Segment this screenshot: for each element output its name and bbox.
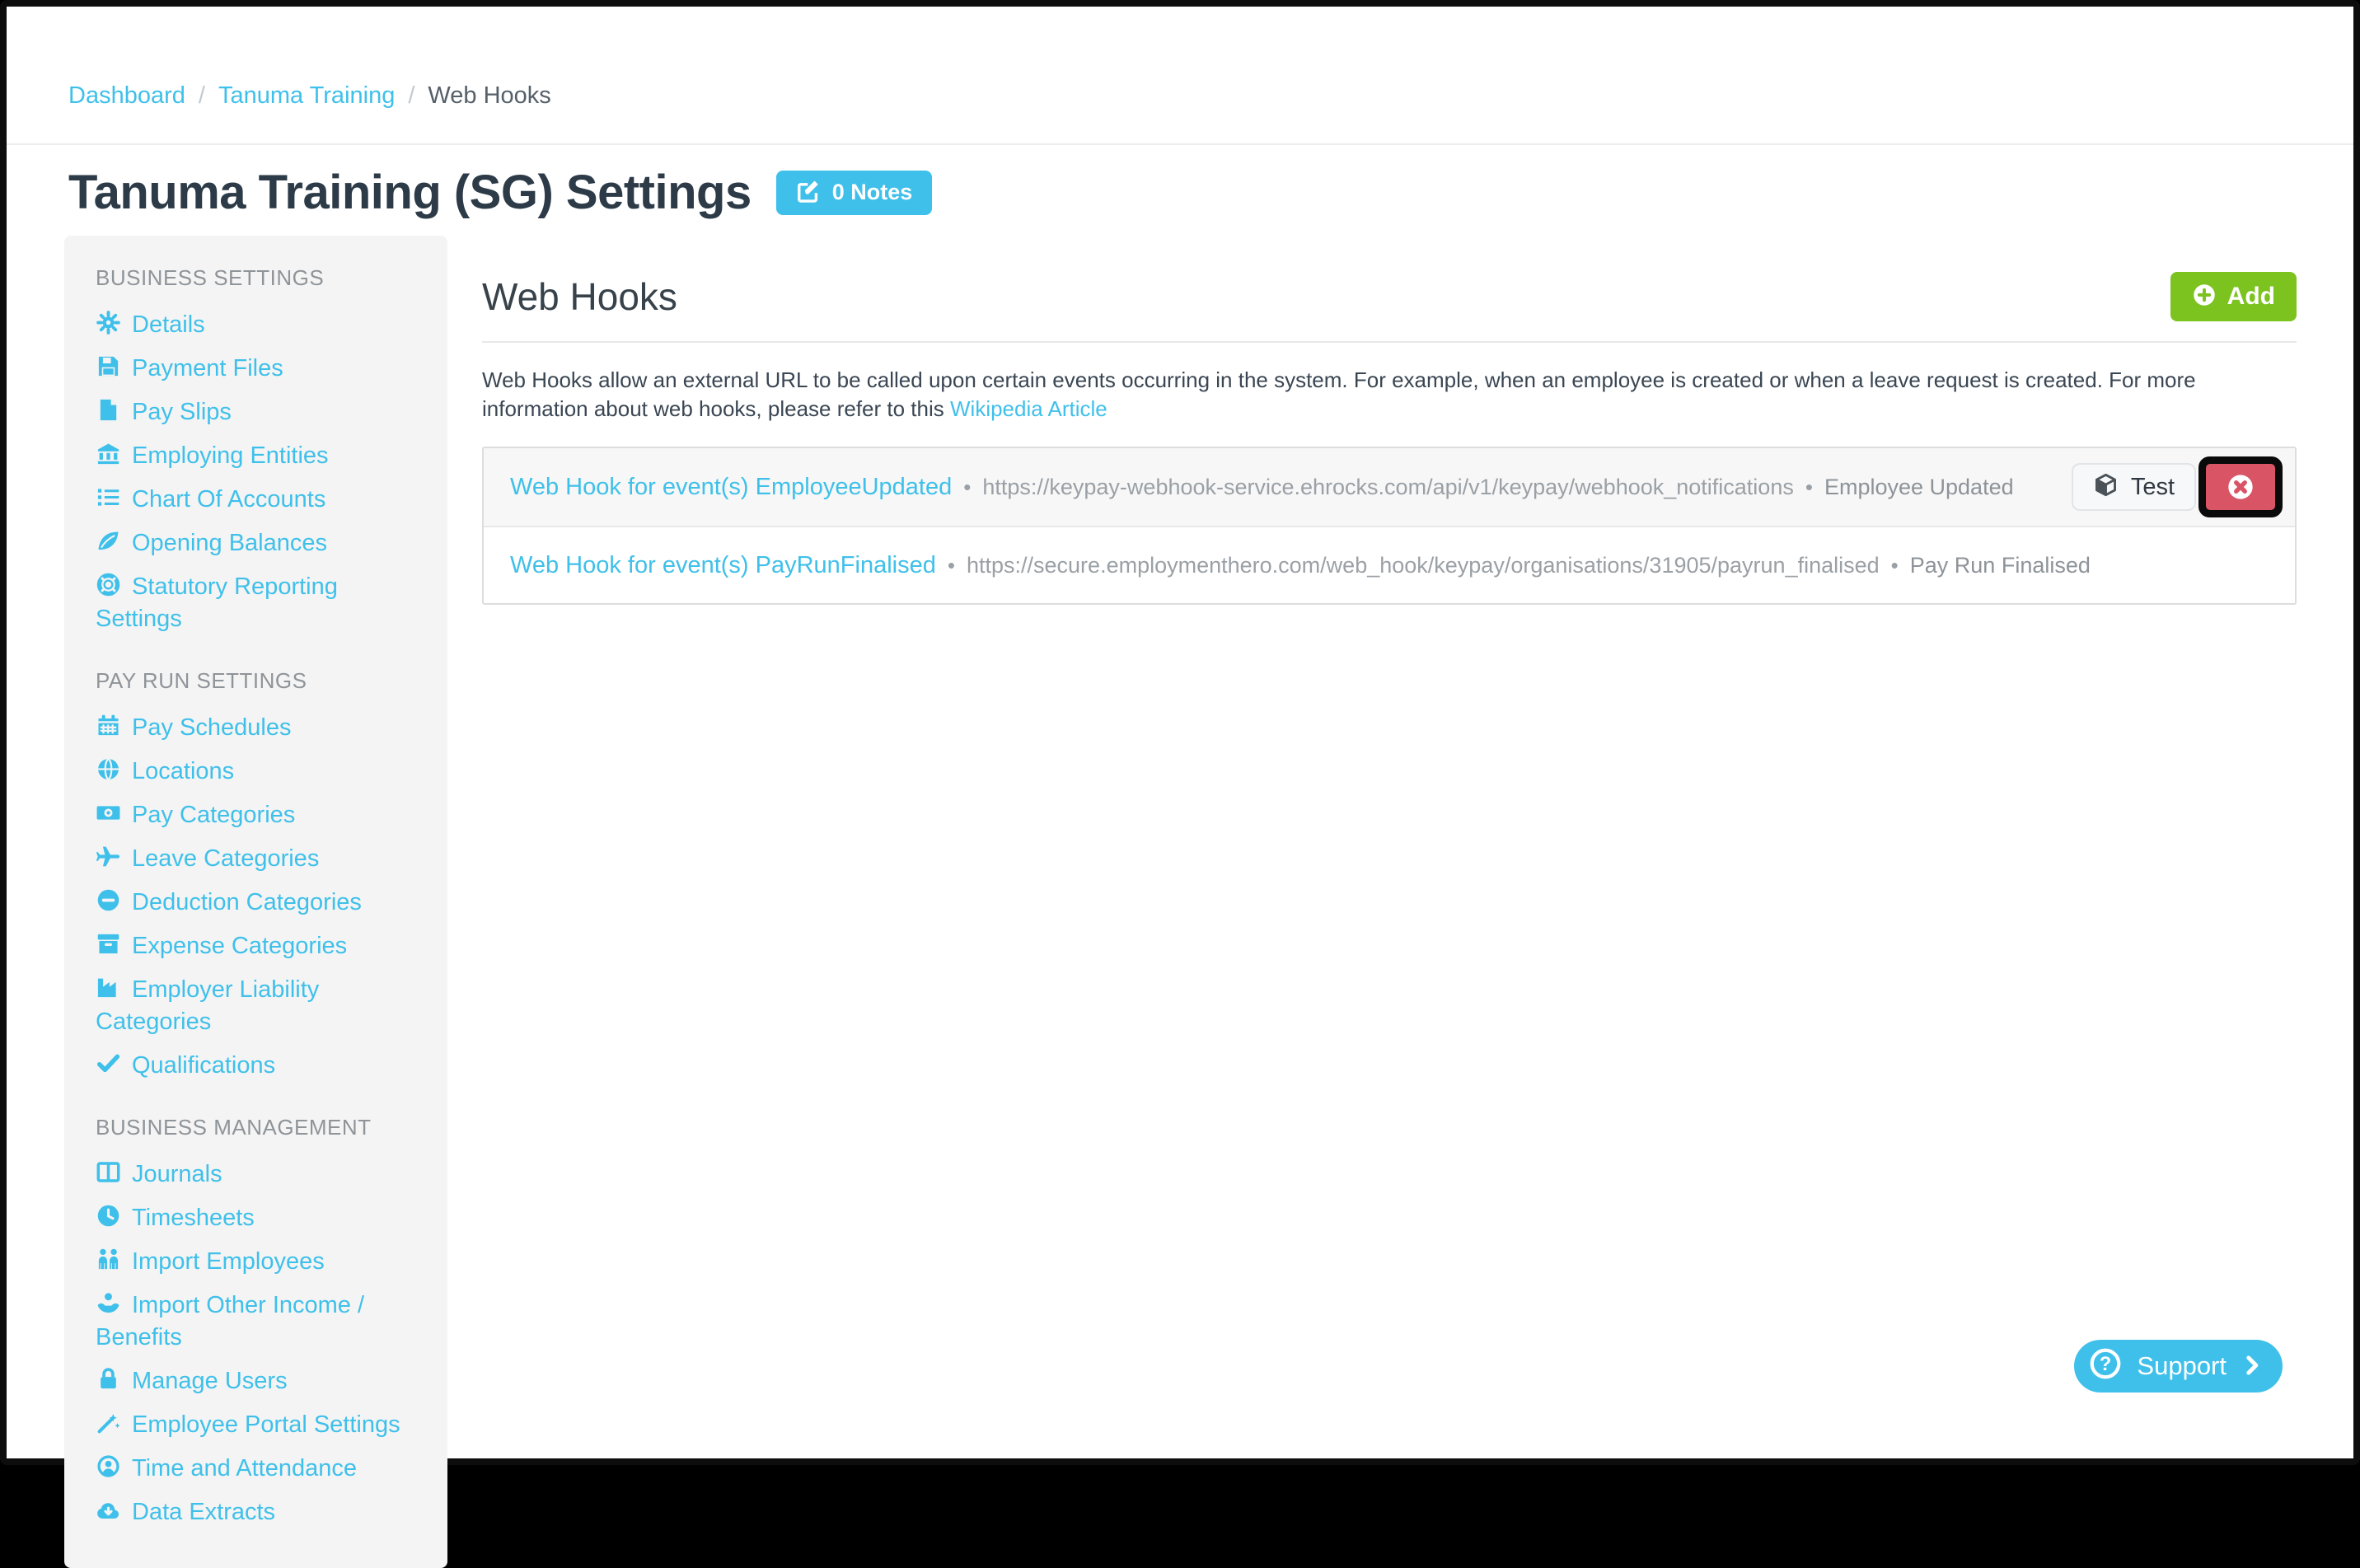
sidebar-item-label: Deduction Categories <box>132 889 362 915</box>
sidebar-item-label: Employer Liability Categories <box>96 976 320 1035</box>
sidebar-item-pay-categories[interactable] <box>96 793 424 836</box>
bullet-separator: • <box>963 474 972 499</box>
wikipedia-article-link[interactable]: Wikipedia Article <box>950 396 1107 421</box>
sidebar-item-employing-entities[interactable] <box>96 433 424 477</box>
life-ring-icon <box>96 569 132 601</box>
sidebar-item-label: Expense Categories <box>132 933 348 959</box>
sidebar-item-pay-slips[interactable] <box>96 390 424 433</box>
webhook-event-name: Employee Updated <box>1824 474 2014 499</box>
sidebar-item-label: Time and Attendance <box>132 1455 357 1481</box>
leaf-icon <box>96 526 132 558</box>
breadcrumb-item-dashboard[interactable]: Dashboard <box>68 82 185 109</box>
wand-icon <box>96 1407 132 1439</box>
main-content <box>482 236 2297 605</box>
content-columns <box>64 236 2297 1568</box>
notes-button[interactable] <box>776 171 933 215</box>
sidebar-item-label: Pay Categories <box>132 802 296 828</box>
sidebar-item-timesheets[interactable] <box>96 1196 424 1239</box>
lock-icon <box>96 1364 132 1396</box>
notes-button-label: 0 Notes <box>831 180 913 204</box>
sidebar-item-data-extracts[interactable] <box>96 1490 424 1533</box>
columns-icon <box>96 1157 132 1189</box>
sidebar <box>64 236 447 1568</box>
sidebar-section-title: BUSINESS SETTINGS <box>96 265 325 290</box>
test-button-label: Test <box>2130 473 2175 500</box>
sidebar-item-label: Import Employees <box>132 1248 325 1275</box>
page-title: Tanuma Training (SG) Settings <box>68 166 752 219</box>
webhook-row <box>484 526 2295 603</box>
bank-icon <box>96 438 132 470</box>
money-icon <box>96 798 132 830</box>
sidebar-item-label: Leave Categories <box>132 845 320 872</box>
webhook-actions <box>2055 463 2275 511</box>
sidebar-item-employee-portal-settings[interactable] <box>96 1402 424 1446</box>
webhook-row <box>484 448 2295 526</box>
file-icon <box>96 395 132 427</box>
bullet-separator: • <box>947 552 955 578</box>
support-button-label: Support <box>2137 1351 2227 1380</box>
sidebar-item-label: Details <box>132 311 205 338</box>
description-text: Web Hooks allow an external URL to be called upon certain events occurring in the system. For example, when an employee is created or when a leave request is created. For more information about web hooks, please refer to this <box>482 367 2196 421</box>
page-title-row <box>68 165 932 220</box>
bullet-separator: • <box>1805 474 1813 499</box>
webhook-name-link[interactable]: Web Hook for event(s) PayRunFinalised <box>510 551 936 578</box>
sidebar-item-label: Timesheets <box>132 1205 255 1231</box>
sidebar-item-import-employees[interactable] <box>96 1239 424 1283</box>
sidebar-item-expense-categories[interactable] <box>96 924 424 967</box>
edit-note-icon <box>796 179 821 206</box>
sidebar-item-chart-of-accounts[interactable] <box>96 477 424 521</box>
cube-icon <box>2093 472 2119 501</box>
times-circle-icon <box>2227 473 2255 501</box>
sidebar-item-label: Pay Schedules <box>132 714 292 741</box>
sidebar-section-title: PAY RUN SETTINGS <box>96 668 307 693</box>
save-icon <box>96 351 132 383</box>
test-webhook-button[interactable] <box>2072 463 2196 511</box>
sidebar-item-label: Manage Users <box>132 1368 288 1394</box>
sidebar-item-payment-files[interactable] <box>96 346 424 390</box>
sidebar-item-label: Statutory Reporting Settings <box>96 573 338 632</box>
sidebar-section-title: BUSINESS MANAGEMENT <box>96 1115 372 1140</box>
globe-icon <box>96 754 132 786</box>
sidebar-item-pay-schedules[interactable] <box>96 705 424 749</box>
breadcrumb <box>68 82 551 110</box>
add-webhook-button[interactable] <box>2170 272 2297 321</box>
bullet-separator: • <box>1890 552 1899 578</box>
sidebar-item-employer-liability-categories[interactable] <box>96 967 424 1043</box>
chevron-right-icon <box>2241 1354 2263 1379</box>
sidebar-item-locations[interactable] <box>96 749 424 793</box>
sidebar-item-label: Data Extracts <box>132 1499 276 1525</box>
archive-icon <box>96 929 132 961</box>
cloud-download-icon <box>96 1495 132 1527</box>
webhook-url: https://secure.employmenthero.com/web_hook/keypay/organisations/31905/payrun_finalised <box>966 552 1880 578</box>
sidebar-item-label: Opening Balances <box>132 530 327 556</box>
section-divider <box>482 341 2297 343</box>
section-title: Web Hooks <box>482 275 677 318</box>
sidebar-item-deduction-categories[interactable] <box>96 880 424 924</box>
question-circle-icon <box>2089 1347 2122 1384</box>
sidebar-item-label: Locations <box>132 758 235 784</box>
sidebar-item-label: Employing Entities <box>132 442 329 469</box>
sidebar-item-opening-balances[interactable] <box>96 521 424 564</box>
people-icon <box>96 1244 132 1276</box>
main-header <box>482 272 2297 321</box>
delete-webhook-button[interactable] <box>2206 464 2275 510</box>
sidebar-item-details[interactable] <box>96 302 424 346</box>
webhook-list <box>482 447 2297 605</box>
sidebar-item-label: Pay Slips <box>132 399 232 425</box>
sidebar-item-import-other-income-benefits[interactable] <box>96 1283 424 1359</box>
sidebar-section-business-management <box>96 1115 424 1533</box>
sidebar-item-leave-categories[interactable] <box>96 836 424 880</box>
breadcrumb-item-tanuma-training[interactable]: Tanuma Training <box>218 82 396 109</box>
webhook-url: https://keypay-webhook-service.ehrocks.com/api/v1/keypay/webhook_notifications <box>982 474 1794 499</box>
sidebar-item-label: Payment Files <box>132 355 283 381</box>
sidebar-item-manage-users[interactable] <box>96 1359 424 1402</box>
sidebar-item-time-and-attendance[interactable] <box>96 1446 424 1490</box>
minus-circle-icon <box>96 885 132 917</box>
sidebar-item-label: Import Other Income / Benefits <box>96 1292 365 1350</box>
support-button[interactable] <box>2074 1340 2283 1392</box>
sidebar-item-label: Qualifications <box>132 1052 276 1079</box>
hands-person-icon <box>96 1288 132 1320</box>
sidebar-section-pay-run-settings <box>96 668 424 1087</box>
webhooks-description <box>482 366 2297 424</box>
industry-chart-icon <box>96 972 132 1004</box>
gear-icon <box>96 307 132 339</box>
plane-icon <box>96 841 132 873</box>
sidebar-item-label: Chart Of Accounts <box>132 486 326 513</box>
breadcrumb-separator: / <box>408 82 415 109</box>
svg-text:?: ? <box>2100 1353 2112 1376</box>
sidebar-item-journals[interactable] <box>96 1152 424 1196</box>
sidebar-item-statutory-reporting-settings[interactable] <box>96 564 424 640</box>
check-icon <box>96 1048 132 1080</box>
clock-icon <box>96 1201 132 1233</box>
sidebar-item-label: Journals <box>132 1161 222 1187</box>
webhook-summary <box>510 552 2091 579</box>
breadcrumb-separator: / <box>198 82 205 109</box>
webhook-name-link[interactable]: Web Hook for event(s) EmployeeUpdated <box>510 473 953 500</box>
sidebar-item-qualifications[interactable] <box>96 1043 424 1087</box>
header-divider <box>7 143 2353 145</box>
user-clock-icon <box>96 1451 132 1483</box>
calendar-icon <box>96 710 132 742</box>
sidebar-section-business-settings <box>96 265 424 640</box>
sidebar-item-label: Employee Portal Settings <box>132 1411 400 1438</box>
plus-circle-icon <box>2192 283 2217 311</box>
add-button-label: Add <box>2227 283 2275 310</box>
webhook-event-name: Pay Run Finalised <box>1909 552 2091 578</box>
breadcrumb-item-web-hooks: Web Hooks <box>428 82 551 109</box>
webhook-summary <box>510 474 2014 501</box>
list-icon <box>96 482 132 514</box>
